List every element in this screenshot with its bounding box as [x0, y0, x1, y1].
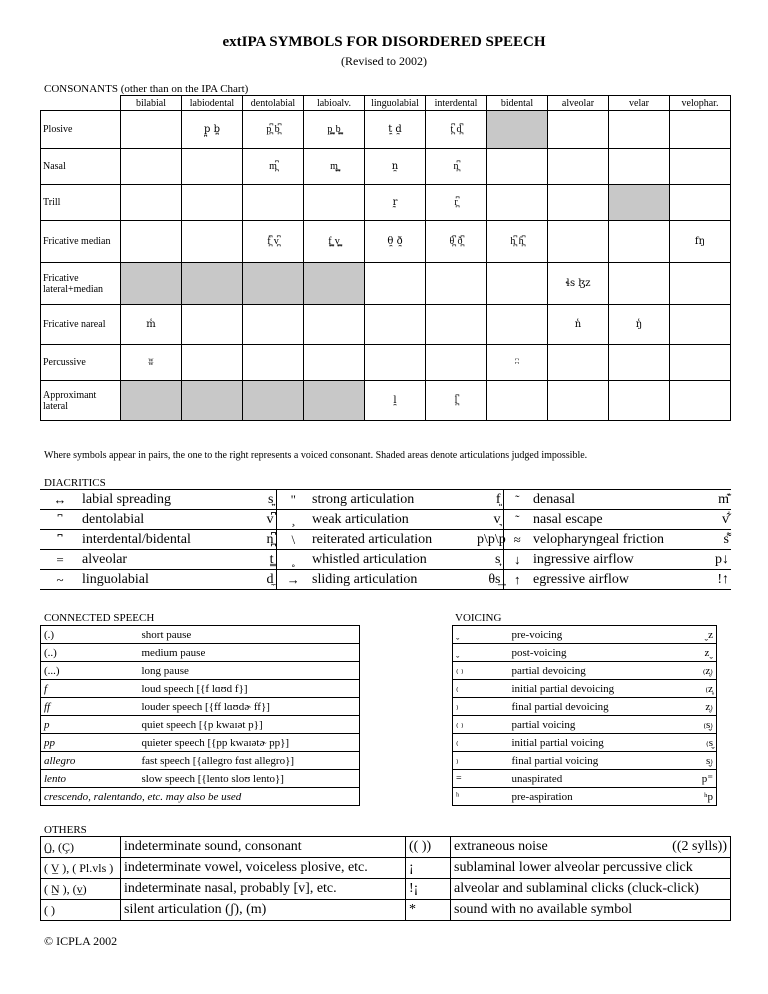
diacritic-mark: = — [40, 550, 80, 570]
symbol-cell — [182, 345, 243, 381]
others-table — [40, 836, 731, 921]
symbol-cell — [304, 345, 365, 381]
voicing-mark: = — [453, 770, 509, 788]
connected-footer-row — [41, 788, 360, 806]
row-label: Fricative median — [41, 221, 121, 263]
symbol-cell — [304, 305, 365, 345]
column-header: bilabial — [121, 96, 182, 111]
others-description-2 — [451, 837, 731, 858]
column-header: velophar. — [670, 96, 731, 111]
diacritic-mark: ↔ — [40, 490, 80, 510]
column-header: labioalv. — [304, 96, 365, 111]
shaded-cell — [487, 111, 548, 149]
shaded-cell — [243, 381, 304, 421]
diacritic-example: p↓ — [701, 550, 731, 570]
shaded-cell — [304, 263, 365, 305]
consonant-row — [41, 149, 731, 185]
symbol-cell — [548, 381, 609, 421]
connected-row — [41, 770, 360, 788]
connected-symbol: f — [41, 680, 139, 698]
diacritic-label: linguolabial — [80, 570, 250, 590]
connected-symbol: ff — [41, 698, 139, 716]
shaded-cell — [609, 185, 670, 221]
symbol-cell — [243, 185, 304, 221]
voicing-mark: ₍ — [453, 680, 509, 698]
connected-description: quiet speech [{p kwaɪət p}] — [139, 716, 360, 734]
diacritic-label: strong articulation — [310, 490, 475, 510]
symbol-cell — [365, 345, 426, 381]
symbol-cell — [426, 305, 487, 345]
shaded-cell — [243, 263, 304, 305]
others-description-2 — [451, 900, 731, 921]
voicing-mark: ˬ — [453, 626, 509, 644]
connected-symbol: lento — [41, 770, 139, 788]
row-label: Approximant lateral — [41, 381, 121, 421]
connected-symbol: (..) — [41, 644, 139, 662]
connected-description: medium pause — [139, 644, 360, 662]
connected-description: loud speech [{f lɑʊd f}] — [139, 680, 360, 698]
symbol-cell: m̪͇ — [304, 149, 365, 185]
symbol-cell: ʬ — [121, 345, 182, 381]
diacritic-example: t͇ — [250, 550, 276, 570]
connected-description: short pause — [139, 626, 360, 644]
diacritic-mark: ˳ — [276, 550, 310, 570]
voicing-label: initial partial voicing — [509, 734, 677, 752]
symbol-cell — [487, 381, 548, 421]
voicing-example: ˬz — [677, 626, 717, 644]
symbol-cell: m̾ — [121, 305, 182, 345]
others-desc-text: sublaminal lower alveolar percussive click — [454, 860, 693, 875]
others-description: indeterminate vowel, voiceless plosive, etc. — [121, 858, 406, 879]
symbol-cell: f̪͆ v̪͆ — [243, 221, 304, 263]
row-label: Fricative nareal — [41, 305, 121, 345]
diacritics-heading: DIACRITICS — [44, 477, 106, 489]
connected-row — [41, 734, 360, 752]
diacritic-label: denasal — [531, 490, 701, 510]
symbol-cell — [670, 185, 731, 221]
voicing-mark: ₍ ₎ — [453, 662, 509, 680]
voicing-row — [453, 644, 717, 662]
voicing-row — [453, 626, 717, 644]
column-header: velar — [609, 96, 670, 111]
symbol-cell — [548, 149, 609, 185]
voicing-mark: ʰ — [453, 788, 509, 806]
symbol-cell — [548, 345, 609, 381]
others-row — [41, 837, 731, 858]
symbol-cell — [121, 149, 182, 185]
connected-speech-table — [40, 625, 360, 806]
diacritic-example: s͎ — [475, 550, 503, 570]
row-label: Nasal — [41, 149, 121, 185]
diacritic-mark: ¸ — [276, 510, 310, 530]
connected-row — [41, 644, 360, 662]
symbol-cell — [670, 305, 731, 345]
symbol-cell — [548, 111, 609, 149]
diacritic-example: p\p\p — [475, 530, 503, 550]
voicing-label: partial voicing — [509, 716, 677, 734]
symbol-cell: ʭ — [487, 345, 548, 381]
voicing-row — [453, 788, 717, 806]
row-label: Trill — [41, 185, 121, 221]
voicing-label: final partial devoicing — [509, 698, 677, 716]
symbol-cell — [487, 305, 548, 345]
connected-row — [41, 662, 360, 680]
voicing-example: z̥₎ — [677, 698, 717, 716]
symbol-cell — [182, 149, 243, 185]
symbol-cell — [609, 263, 670, 305]
others-example: ((2 sylls)) — [672, 839, 727, 854]
symbol-cell — [609, 381, 670, 421]
symbol-cell — [670, 345, 731, 381]
diacritic-row — [40, 530, 731, 550]
row-label: Fricative lateral+median — [41, 263, 121, 305]
diacritic-example: d̼ — [250, 570, 276, 590]
symbol-cell: ŋ̾ — [609, 305, 670, 345]
voicing-row — [453, 680, 717, 698]
symbol-cell: h̪͆ ɦ̪͆ — [487, 221, 548, 263]
voicing-example: ₍z̥ — [677, 680, 717, 698]
symbol-cell — [182, 305, 243, 345]
others-symbol: ( V̲ ), ( Pl.vls ) — [41, 858, 121, 879]
diacritic-mark: ↑ — [503, 570, 531, 590]
consonant-row — [41, 381, 731, 421]
diacritic-row — [40, 490, 731, 510]
diacritic-label: labial spreading — [80, 490, 250, 510]
others-description: silent articulation (ʃ), (m) — [121, 900, 406, 921]
voicing-row — [453, 662, 717, 680]
symbol-cell — [365, 263, 426, 305]
voicing-example: ₍s̬ — [677, 734, 717, 752]
diacritic-row — [40, 570, 731, 590]
symbol-cell — [609, 221, 670, 263]
voicing-heading: VOICING — [455, 612, 502, 624]
diacritic-example: θs͢ — [475, 570, 503, 590]
others-row — [41, 900, 731, 921]
symbol-cell: r̼ — [365, 185, 426, 221]
symbol-cell — [426, 345, 487, 381]
voicing-example: p⁼ — [677, 770, 717, 788]
symbol-cell: ɬs ɮz — [548, 263, 609, 305]
symbol-cell: l̼ — [365, 381, 426, 421]
connected-row — [41, 626, 360, 644]
symbol-cell — [609, 111, 670, 149]
symbol-cell — [304, 185, 365, 221]
symbol-cell: p̪ b̪ — [182, 111, 243, 149]
voicing-row — [453, 752, 717, 770]
symbol-cell: n̪͆ — [426, 149, 487, 185]
diacritic-label: ingressive airflow — [531, 550, 701, 570]
symbol-cell — [670, 149, 731, 185]
connected-heading: CONNECTED SPEECH — [44, 612, 155, 624]
symbol-cell: m̪͆ — [243, 149, 304, 185]
symbol-cell — [243, 345, 304, 381]
consonant-row — [41, 185, 731, 221]
others-heading: OTHERS — [44, 824, 87, 836]
connected-symbol: (.) — [41, 626, 139, 644]
connected-row — [41, 716, 360, 734]
row-label: Plosive — [41, 111, 121, 149]
others-symbol: ( N̲ ), (v̲) — [41, 879, 121, 900]
connected-row — [41, 680, 360, 698]
shaded-cell — [121, 381, 182, 421]
page-subtitle: (Revised to 2002) — [341, 54, 427, 68]
diacritic-mark: \ — [276, 530, 310, 550]
voicing-label: pre-aspiration — [509, 788, 677, 806]
others-symbol: ( ) — [41, 900, 121, 921]
shaded-cell — [182, 381, 243, 421]
diacritic-mark: ≈ — [503, 530, 531, 550]
diacritics-table — [40, 489, 731, 590]
diacritic-example: f͈ — [475, 490, 503, 510]
consonants-table — [40, 95, 731, 421]
diacritic-mark — [40, 510, 80, 530]
diacritic-mark: ~ — [40, 570, 80, 590]
copyright: © ICPLA 2002 — [44, 934, 118, 948]
symbol-cell — [121, 221, 182, 263]
column-header: linguolabial — [365, 96, 426, 111]
others-description: indeterminate sound, consonant — [121, 837, 406, 858]
diacritic-mark: ˜ — [503, 490, 531, 510]
connected-symbol: pp — [41, 734, 139, 752]
diacritic-label: egressive airflow — [531, 570, 701, 590]
symbol-cell: t̼ d̼ — [365, 111, 426, 149]
consonant-row — [41, 263, 731, 305]
connected-description: long pause — [139, 662, 360, 680]
symbol-cell — [670, 263, 731, 305]
column-header: labiodental — [182, 96, 243, 111]
connected-row — [41, 752, 360, 770]
symbol-cell — [121, 185, 182, 221]
others-description-2 — [451, 879, 731, 900]
row-label: Percussive — [41, 345, 121, 381]
voicing-example: ʰp — [677, 788, 717, 806]
symbol-cell — [609, 345, 670, 381]
shaded-cell — [121, 263, 182, 305]
diacritic-mark: → — [276, 570, 310, 590]
others-row — [41, 858, 731, 879]
others-desc-text: extraneous noise — [454, 839, 548, 854]
voicing-label: unaspirated — [509, 770, 677, 788]
others-desc-text: sound with no available symbol — [454, 902, 633, 917]
diacritic-example: m͊ — [701, 490, 731, 510]
symbol-cell — [487, 185, 548, 221]
symbol-cell: r̪͆ — [426, 185, 487, 221]
symbol-cell — [182, 185, 243, 221]
consonants-heading: CONSONANTS (other than on the IPA Chart) — [44, 83, 249, 95]
symbol-cell — [487, 263, 548, 305]
diacritic-label: reiterated articulation — [310, 530, 475, 550]
voicing-example: zˬ — [677, 644, 717, 662]
symbol-cell: n̼ — [365, 149, 426, 185]
voicing-row — [453, 734, 717, 752]
others-symbol-2: !¡ — [406, 879, 451, 900]
column-header: bidental — [487, 96, 548, 111]
diacritic-example: v͆ — [250, 510, 276, 530]
diacritic-row — [40, 550, 731, 570]
symbol-cell: n̾ — [548, 305, 609, 345]
voicing-label: final partial voicing — [509, 752, 677, 770]
voicing-example: ₍z̥₎ — [677, 662, 717, 680]
symbol-cell: p̪͇ b̪͇ — [304, 111, 365, 149]
others-description: indeterminate nasal, probably [v], etc. — [121, 879, 406, 900]
symbol-cell — [121, 111, 182, 149]
column-header: alveolar — [548, 96, 609, 111]
symbol-cell: f̪͇ v̪͇ — [304, 221, 365, 263]
connected-description: louder speech [{ff lɑʊdɚ ff}] — [139, 698, 360, 716]
consonant-row — [41, 111, 731, 149]
symbol-cell — [182, 221, 243, 263]
symbol-cell — [243, 305, 304, 345]
diacritic-mark — [40, 530, 80, 550]
diacritic-example: n̪͆ — [250, 530, 276, 550]
page-title: extIPA SYMBOLS FOR DISORDERED SPEECH — [222, 34, 546, 50]
connected-symbol: p — [41, 716, 139, 734]
diacritic-row — [40, 510, 731, 530]
diacritic-mark: ↓ — [503, 550, 531, 570]
symbol-cell — [670, 381, 731, 421]
diacritic-mark: " — [276, 490, 310, 510]
consonant-row — [41, 345, 731, 381]
diacritic-label: dentolabial — [80, 510, 250, 530]
voicing-mark: ₎ — [453, 752, 509, 770]
voicing-label: pre-voicing — [509, 626, 677, 644]
voicing-mark: ₎ — [453, 698, 509, 716]
symbol-cell — [487, 149, 548, 185]
diacritic-label: weak articulation — [310, 510, 475, 530]
connected-row — [41, 698, 360, 716]
shaded-cell — [182, 263, 243, 305]
voicing-mark: ₍ ₎ — [453, 716, 509, 734]
diacritic-label: sliding articulation — [310, 570, 475, 590]
shaded-cell — [304, 381, 365, 421]
voicing-row — [453, 716, 717, 734]
symbol-cell — [426, 263, 487, 305]
symbol-cell — [365, 305, 426, 345]
diacritic-example: s͍ — [250, 490, 276, 510]
connected-footer: crescendo, ralentando, etc. may also be used — [41, 788, 360, 806]
others-description-2 — [451, 858, 731, 879]
connected-symbol: allegro — [41, 752, 139, 770]
diacritic-mark: ˜ — [503, 510, 531, 530]
others-symbol-2: (( )) — [406, 837, 451, 858]
others-desc-text: alveolar and sublaminal clicks (cluck-click) — [454, 881, 699, 896]
column-header: interdental — [426, 96, 487, 111]
column-header: dentolabial — [243, 96, 304, 111]
voicing-mark: ˬ — [453, 644, 509, 662]
symbol-cell: θ̼ ð̼ — [365, 221, 426, 263]
symbol-cell: p̪͆ b̪͆ — [243, 111, 304, 149]
voicing-row — [453, 698, 717, 716]
voicing-example: s̬₎ — [677, 752, 717, 770]
voicing-label: post-voicing — [509, 644, 677, 662]
symbol-cell — [548, 185, 609, 221]
voicing-row — [453, 770, 717, 788]
others-symbol-2: ¡ — [406, 858, 451, 879]
diacritic-example: !↑ — [701, 570, 731, 590]
symbol-cell — [670, 111, 731, 149]
voicing-label: initial partial devoicing — [509, 680, 677, 698]
consonant-row — [41, 305, 731, 345]
consonant-row — [41, 221, 731, 263]
symbol-cell: l̪͆ — [426, 381, 487, 421]
diacritic-label: interdental/bidental — [80, 530, 250, 550]
diacritic-label: whistled articulation — [310, 550, 475, 570]
symbol-cell: θ̪͆ ð̪͆ — [426, 221, 487, 263]
symbol-cell — [609, 149, 670, 185]
connected-description: quieter speech [{pp kwaɪətɚ pp}] — [139, 734, 360, 752]
symbol-cell — [548, 221, 609, 263]
voicing-label: partial devoicing — [509, 662, 677, 680]
connected-description: fast speech [{allegro fɑst allegro}] — [139, 752, 360, 770]
voicing-mark: ₍ — [453, 734, 509, 752]
symbol-cell: fŋ — [670, 221, 731, 263]
diacritic-label: velopharyngeal friction — [531, 530, 701, 550]
diacritic-example: v͉ — [475, 510, 503, 530]
diacritic-example: s͌ — [701, 530, 731, 550]
voicing-example: ₍s̬₎ — [677, 716, 717, 734]
diacritic-label: nasal escape — [531, 510, 701, 530]
voicing-table — [452, 625, 717, 806]
others-symbol: (̲), (Ç) — [41, 837, 121, 858]
connected-symbol: (...) — [41, 662, 139, 680]
diacritic-example: v͋ — [701, 510, 731, 530]
consonants-note: Where symbols appear in pairs, the one to the right represents a voiced consonant. Shaded areas denote articulations judged impossible. — [44, 450, 588, 461]
others-symbol-2: * — [406, 900, 451, 921]
others-row — [41, 879, 731, 900]
connected-description: slow speech [{lento sloʊ lento}] — [139, 770, 360, 788]
symbol-cell: t̪͆ d̪͆ — [426, 111, 487, 149]
diacritic-label: alveolar — [80, 550, 250, 570]
